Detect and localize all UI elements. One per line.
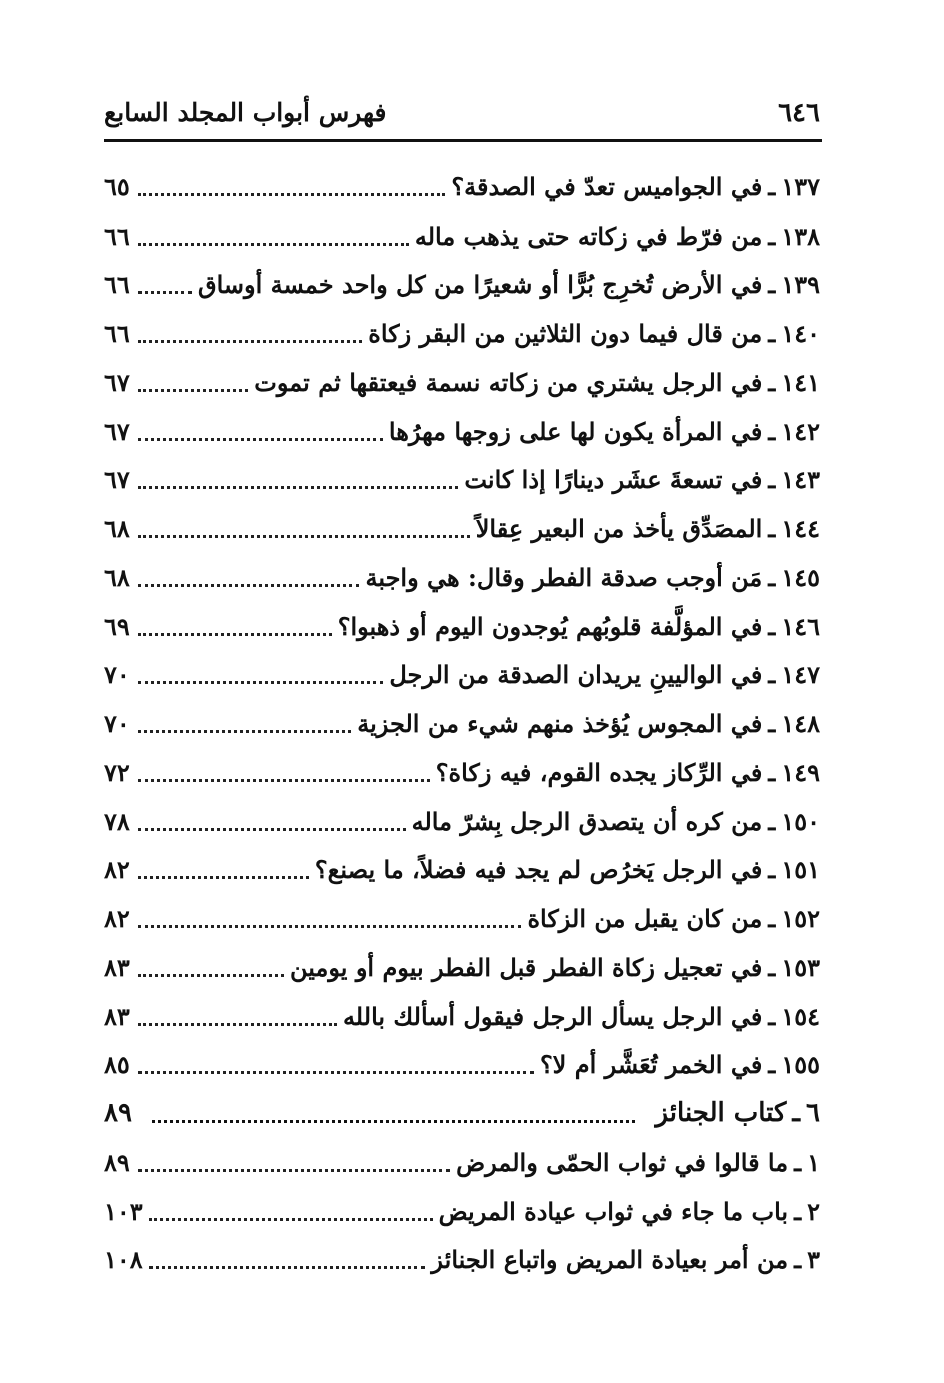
toc-entry (104, 456, 820, 502)
entry-page-number: ٨٢ (104, 903, 130, 933)
entry-title: مَن أوجب صدقة الفطر وقال: هي واجبة (365, 562, 763, 592)
entry-separator: ـ (768, 708, 776, 738)
entry-page-number: ٦٧ (104, 367, 130, 397)
toc-book-heading (104, 1090, 820, 1136)
toc-entry (104, 895, 820, 941)
toc-entry (104, 993, 820, 1039)
entry-separator: ـ (794, 1196, 802, 1226)
entry-separator: ـ (768, 1001, 776, 1031)
entry-page-number: ١٠٣ (104, 1196, 143, 1226)
dot-leader (138, 633, 332, 636)
entry-page-number: ٧٠ (104, 659, 130, 689)
entry-separator: ـ (794, 1244, 802, 1274)
dot-leader (138, 438, 383, 441)
entry-separator: ـ (768, 806, 776, 836)
entry-page-number: ٨٥ (104, 1049, 130, 1079)
toc-entry (104, 1188, 820, 1234)
entry-number: ١٥٥ (781, 1049, 820, 1079)
entry-page-number: ٨٣ (104, 952, 130, 982)
entry-title: في المرأة يكون لها على زوجها مهرُها (388, 416, 763, 446)
entry-separator: ـ (768, 221, 776, 251)
page-header (104, 88, 820, 138)
entry-separator: ـ (768, 464, 776, 494)
entry-number: ١٥٤ (781, 1001, 820, 1031)
entry-separator: ـ (768, 562, 776, 592)
dot-leader (138, 291, 192, 294)
entry-number: ١٤٨ (781, 708, 820, 738)
entry-page-number: ٧٢ (104, 757, 130, 787)
dot-leader (138, 681, 383, 684)
entry-separator: ـ (768, 757, 776, 787)
entry-title: في الرِّكاز يجده القوم، فيه زكاة؟ (435, 757, 763, 787)
entry-number: ٣ (807, 1244, 820, 1274)
entry-number: ١ (807, 1147, 820, 1177)
entry-number: ١٣٩ (781, 269, 820, 299)
toc-entry (104, 1236, 820, 1282)
entry-page-number: ٨٩ (104, 1098, 132, 1128)
entry-title: في الرجل يَخرُص لم يجد فيه فضلاً، ما يصنع؟ (314, 854, 763, 884)
entry-page-number: ٦٦ (104, 269, 130, 299)
entry-number: ١٥٠ (781, 806, 820, 836)
entry-number: ٦ (806, 1098, 820, 1128)
header-rule (104, 139, 822, 142)
entry-title: في الواليينِ يريدان الصدقة من الرجل (389, 659, 763, 689)
entry-number: ١٤٥ (781, 562, 820, 592)
toc-entry (104, 1139, 820, 1185)
entry-page-number: ٨٣ (104, 1001, 130, 1031)
entry-number: ١٥١ (781, 854, 820, 884)
entry-title: المصَدِّق يأخذ من البعير عِقالاً (475, 513, 763, 543)
dot-leader (138, 584, 359, 587)
entry-page-number: ٨٩ (104, 1147, 130, 1177)
entry-page-number: ٦٨ (104, 513, 130, 543)
toc-entry (104, 798, 820, 844)
entry-number: ١٤٩ (781, 757, 820, 787)
dot-leader (138, 828, 406, 831)
entry-title: في الخمر تُعَشَّر أم لا؟ (539, 1049, 763, 1079)
entry-title: من كره أن يتصدق الرجل بِشرّ ماله (411, 806, 763, 836)
entry-separator: ـ (768, 952, 776, 982)
toc-entry (104, 310, 820, 356)
entry-separator: ـ (768, 1049, 776, 1079)
toc-entry (104, 408, 820, 454)
entry-separator: ـ (794, 1147, 802, 1177)
toc-entry (104, 603, 820, 649)
toc-entry (104, 505, 820, 551)
entry-page-number: ٧٠ (104, 708, 130, 738)
entry-page-number: ٧٨ (104, 806, 130, 836)
entry-number: ١٣٧ (781, 171, 820, 201)
entry-number: ١٤٧ (781, 659, 820, 689)
dot-leader (138, 730, 351, 733)
entry-page-number: ٦٦ (104, 318, 130, 348)
entry-title: في تسعةَ عشَر دينارًا إذا كانت (464, 464, 763, 494)
entry-title: في الرجل يسأل الرجل فيقول أسألك بالله (342, 1001, 763, 1031)
entry-separator: ـ (768, 367, 776, 397)
entry-title: من أمر بعيادة المريض واتباع الجنائز (431, 1244, 789, 1274)
toc-entry (104, 213, 820, 259)
entry-number: ١٥٣ (781, 952, 820, 982)
toc-entry (104, 944, 820, 990)
dot-leader (138, 876, 309, 879)
toc-entry (104, 359, 820, 405)
dot-leader (138, 535, 470, 538)
entry-separator: ـ (768, 318, 776, 348)
toc-entry (104, 846, 820, 892)
toc-entry (104, 261, 820, 307)
toc-entry (104, 554, 820, 600)
dot-leader (138, 193, 445, 196)
dot-leader (149, 1266, 426, 1269)
entry-page-number: ٦٩ (104, 611, 130, 641)
entry-title: في الأرض تُخرِج بُرًّا أو شعيرًا من كل واحد خمسة أوساق (198, 269, 763, 299)
entry-title: في الرجل يشتري من زكاته نسمة فيعتقها ثم تموت (254, 367, 763, 397)
entry-number: ١٥٢ (781, 903, 820, 933)
entry-separator: ـ (768, 854, 776, 884)
entry-title: ما قالوا في ثواب الحمّى والمرض (456, 1147, 789, 1177)
entry-number: ١٣٨ (781, 221, 820, 251)
entry-page-number: ٦٥ (104, 171, 130, 201)
entry-separator: ـ (768, 171, 776, 201)
entry-title: في الجواميس تعدّ في الصدقة؟ (451, 171, 763, 201)
entry-page-number: ١٠٨ (104, 1244, 143, 1274)
entry-separator: ـ (768, 611, 776, 641)
entry-number: ١٤٠ (781, 318, 820, 348)
entry-page-number: ٦٧ (104, 416, 130, 446)
entry-title: في المؤلَّفة قلوبُهم يُوجدون اليوم أو ذهبوا؟ (337, 611, 763, 641)
toc-entry (104, 1041, 820, 1087)
dot-leader (138, 779, 430, 782)
entry-separator: ـ (792, 1098, 801, 1128)
entry-title: من كان يقبل من الزكاة (527, 903, 763, 933)
entry-title: من قال فيما دون الثلاثين من البقر زكاة (368, 318, 763, 348)
entry-title: باب ما جاء في ثواب عيادة المريض (438, 1196, 789, 1226)
entry-title: في تعجيل زكاة الفطر قبل الفطر بيوم أو يومين (290, 952, 763, 982)
toc-entry (104, 163, 820, 209)
entry-separator: ـ (768, 659, 776, 689)
toc-entry (104, 651, 820, 697)
dot-leader (138, 486, 458, 489)
entry-separator: ـ (768, 416, 776, 446)
entry-page-number: ٨٢ (104, 854, 130, 884)
dot-leader (138, 1023, 337, 1026)
dot-leader (138, 340, 362, 343)
entry-page-number: ٦٨ (104, 562, 130, 592)
entry-number: ٢ (807, 1196, 820, 1226)
dot-leader (138, 925, 521, 928)
page-number: ٦٤٦ (778, 98, 820, 128)
entry-page-number: ٦٧ (104, 464, 130, 494)
dot-leader (138, 1071, 534, 1074)
dot-leader (138, 1169, 450, 1172)
entry-title: كتاب الجنائز (655, 1098, 787, 1128)
dot-leader (138, 974, 284, 977)
toc-entry (104, 749, 820, 795)
entry-separator: ـ (768, 903, 776, 933)
entry-number: ١٤٤ (781, 513, 820, 543)
dot-leader (138, 243, 409, 246)
dot-leader (138, 389, 248, 392)
entry-title: من فرّط في زكاته حتى يذهب ماله (414, 221, 763, 251)
entry-separator: ـ (768, 513, 776, 543)
entry-title: في المجوس يُؤخذ منهم شيء من الجزية (357, 708, 763, 738)
dot-leader (149, 1218, 433, 1221)
entry-separator: ـ (768, 269, 776, 299)
entry-number: ١٤٦ (781, 611, 820, 641)
entry-number: ١٤٢ (781, 416, 820, 446)
entry-number: ١٤١ (781, 367, 820, 397)
running-title: فهرس أبواب المجلد السابع (104, 98, 387, 127)
entry-number: ١٤٣ (781, 464, 820, 494)
dot-leader (152, 1120, 635, 1123)
entry-page-number: ٦٦ (104, 221, 130, 251)
toc-entry (104, 700, 820, 746)
